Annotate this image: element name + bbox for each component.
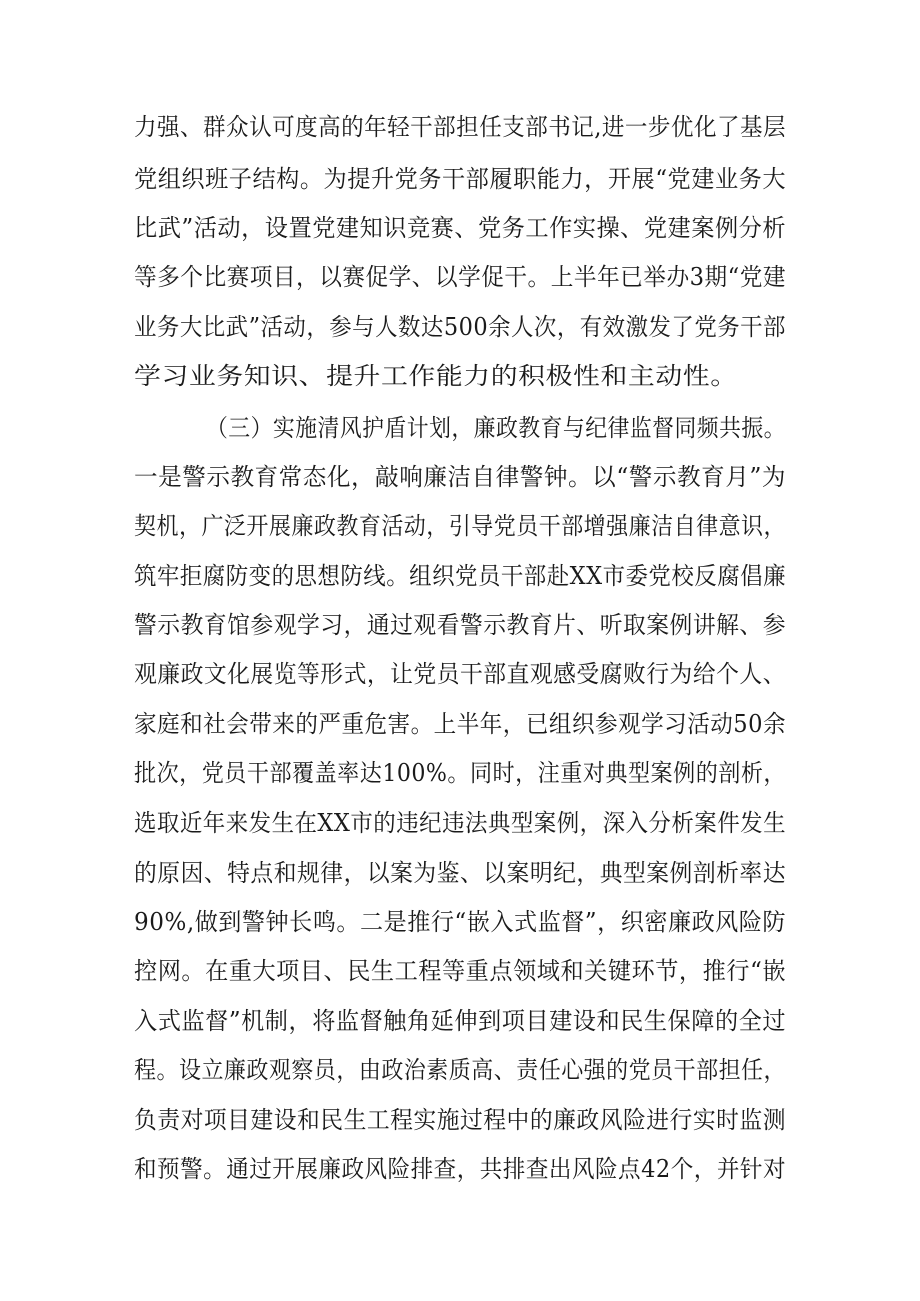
text-line-content: 比武”活动，设置党建知识竞赛、党务工作实操、党建案例分析 xyxy=(134,214,787,242)
text-line-content: 负责对项目建设和民生工程实施过程中的廉政风险进行实时监测 xyxy=(134,1106,786,1134)
text-line xyxy=(0,457,920,497)
text-line-content: 等多个比赛项目，以赛促学、以学促干。上半年已举办3期“党建 xyxy=(134,263,787,291)
text-line xyxy=(0,257,920,297)
text-line-content: 一是警示教育常态化，敲响廉洁自律警钟。以“警示教育月”为 xyxy=(134,463,787,491)
text-line xyxy=(0,1050,920,1090)
text-line xyxy=(0,208,920,248)
text-line-content: 筑牢拒腐防变的思想防线。组织党员干部赴XX市委党校反腐倡廉 xyxy=(134,562,787,590)
text-line xyxy=(0,704,920,744)
text-line-content: 选取近年来发生在XX市的违纪违法典型案例，深入分析案件发生 xyxy=(134,809,787,837)
text-line-content: 党组织班子结构。为提升党务干部履职能力，开展“党建业务大 xyxy=(134,165,787,193)
text-line-content: 家庭和社会带来的严重危害。上半年，已组织参观学习活动50余 xyxy=(134,710,787,738)
text-line-content: 入式监督”机制，将监督触角延伸到项目建设和民生保障的全过 xyxy=(134,1007,787,1035)
text-line xyxy=(0,753,920,793)
text-line xyxy=(0,654,920,694)
section-heading xyxy=(0,408,920,448)
text-line-content: 程。设立廉政观察员，由政治素质高、责任心强的党员干部担任， xyxy=(134,1056,787,1084)
text-line-content: 90%,做到警钟长鸣。二是推行“嵌入式监督”，织密廉政风险防 xyxy=(134,908,787,936)
text-line-content: 批次，党员干部覆盖率达100%。同时，注重对典型案例的剖析， xyxy=(134,759,787,787)
text-line xyxy=(0,902,920,942)
text-line xyxy=(0,951,920,991)
text-line xyxy=(0,356,920,396)
text-line-content: 的原因、特点和规律，以案为鉴、以案明纪，典型案例剖析率达 xyxy=(134,859,786,887)
text-line-content: 契机，广泛开展廉政教育活动，引导党员干部增强廉洁自律意识， xyxy=(134,512,787,540)
text-line-content: 业务大比武”活动，参与人数达500余人次，有效激发了党务干部 xyxy=(134,313,786,341)
text-line-content: 观廉政文化展览等形式，让党员干部直观感受腐败行为给个人、 xyxy=(134,660,786,688)
text-line-content: 学习业务知识、提升工作能力的积极性和主动性。 xyxy=(134,362,738,390)
section-heading-text: （三）实施清风护盾计划，廉政教育与纪律监督同频共振。 xyxy=(206,414,786,442)
text-line xyxy=(0,1149,920,1189)
text-line-content: 力强、群众认可度高的年轻干部担任支部书记,进一步优化了基层 xyxy=(134,113,787,141)
text-line-content: 控网。在重大项目、民生工程等重点领域和关键环节，推行“嵌 xyxy=(134,957,787,985)
text-line xyxy=(0,506,920,546)
text-line xyxy=(0,107,920,147)
text-line xyxy=(0,307,920,347)
text-line xyxy=(0,1001,920,1041)
text-line xyxy=(0,803,920,843)
text-line xyxy=(0,159,920,199)
text-line xyxy=(0,853,920,893)
text-line-content: 和预警。通过开展廉政风险排查，共排查出风险点42个，并针对 xyxy=(134,1155,787,1183)
text-line-content: 警示教育馆参观学习，通过观看警示教育片、听取案例讲解、参 xyxy=(134,611,786,639)
text-line xyxy=(0,556,920,596)
text-line xyxy=(0,1100,920,1140)
text-line xyxy=(0,605,920,645)
